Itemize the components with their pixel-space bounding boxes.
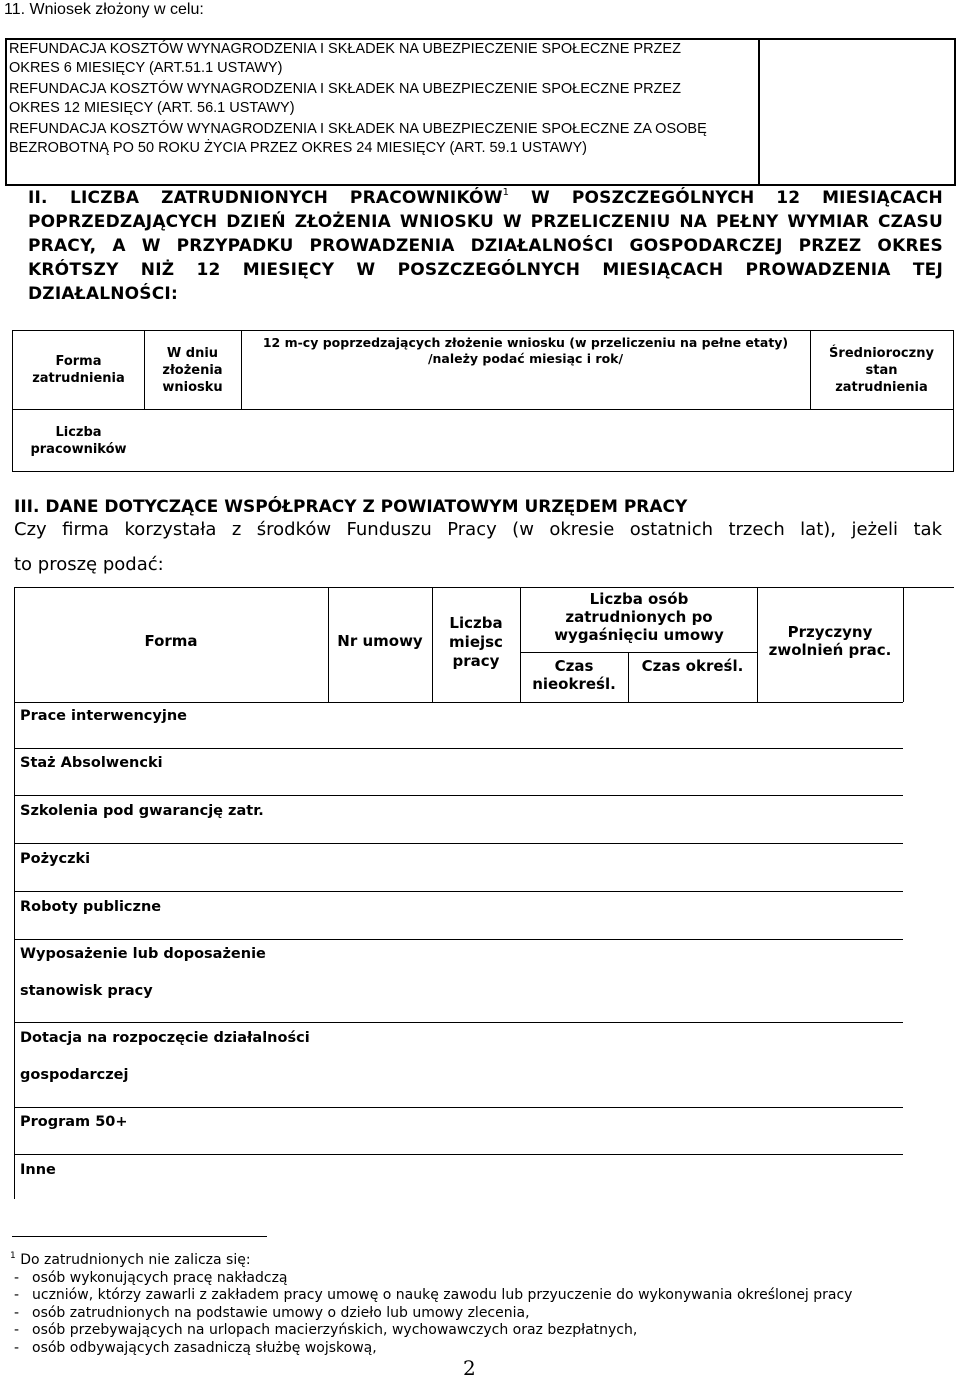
header-czas-okreslony: Czas określ.: [641, 657, 744, 675]
purpose-option-6-months[interactable]: [9, 40, 754, 78]
section-2-text-b: W POSZCZEGÓLNYCH 12 MIESIĄCACH POPRZEDZAJĄCYCH DZIEŃ ZŁOŻENIA WNIOSKU W PRZELICZENIU NA PEŁNY WYMIAR CZASU PRACY, A W PRZYPADKU PROWADZENIA DZIAŁALNOŚCI GOSPODARCZEJ PRZEZ OKRES KRÓTSZY NIŻ 12 MIESIĘCY W POSZCZEGÓLNYCH MIESIĄCACH PROWADZENIA TEJ DZIAŁALNOŚCI:: [28, 188, 943, 304]
option-line: REFUNDACJA KOSZTÓW WYNAGRODZENIA I SKŁADEK NA UBEZPIECZENIE SPOŁECZNE PRZEZ: [9, 41, 681, 57]
footnote-item: - uczniów, którzy zawarli z zakładem pracy umowę o naukę zawodu lub przyuczenie do wykonywania określonej pracy: [14, 1287, 853, 1303]
section-3-title: III. DANE DOTYCZĄCE WSPÓŁPRACY Z POWIATOWYM URZĘDEM PRACY: [14, 497, 688, 517]
col-12-months: 12 m-cy poprzedzających złożenie wniosku (w przeliczeniu na pełne etaty) /należy podać miesiąc i rok/: [262, 335, 789, 366]
row-pozyczki: Pożyczki: [20, 851, 91, 867]
row-staz-absolwencki: Staż Absolwencki: [20, 755, 163, 771]
footnote-item: - osób zatrudnionych na podstawie umowy o dzieło lub umowy zlecenia,: [14, 1304, 530, 1321]
section-2-heading: [28, 181, 943, 306]
row-wyposazenie-cont: stanowisk pracy: [20, 983, 153, 999]
checkbox-column[interactable]: [758, 40, 760, 184]
footnote: [10, 1248, 852, 1357]
section-number: II.: [28, 188, 48, 208]
row-roboty-publiczne: Roboty publiczne: [20, 899, 162, 915]
footnote-ref: 1: [502, 187, 510, 198]
footnote-intro: Do zatrudnionych nie zalicza się:: [20, 1252, 251, 1268]
section-11-title: 11. Wniosek złożony w celu:: [4, 1, 204, 18]
option-line: OKRES 12 MIESIĘCY (ART. 56.1 USTAWY): [9, 100, 295, 116]
footnote-item: - osób wykonujących pracę nakładczą: [14, 1269, 288, 1286]
purpose-option-24-months[interactable]: [9, 120, 754, 158]
row-inne: Inne: [20, 1162, 56, 1178]
col-srednioroczny: Średnioroczny stan zatrudnienia: [829, 345, 934, 395]
footnote-separator: [12, 1236, 267, 1237]
option-line: BEZROBOTNĄ PO 50 ROKU ŻYCIA PRZEZ OKRES 24 MIESIĘCY (ART. 59.1 USTAWY): [9, 140, 587, 156]
footnote-marker: 1: [10, 1251, 16, 1261]
section-3-question-cont: to proszę podać:: [14, 554, 164, 575]
option-line: REFUNDACJA KOSZTÓW WYNAGRODZENIA I SKŁADEK NA UBEZPIECZENIE SPOŁECZNE PRZEZ: [9, 81, 681, 97]
employee-count-input-area[interactable]: [144, 409, 953, 472]
header-przyczyny: Przyczyny zwolnień prac.: [768, 623, 892, 659]
purpose-option-12-months[interactable]: [9, 80, 754, 118]
purpose-options-box: [5, 38, 956, 186]
row-program-50: Program 50+: [20, 1114, 128, 1130]
col-forma-zatrudnienia: Forma zatrudnienia: [32, 354, 125, 386]
footnote-list: [10, 1270, 852, 1358]
footnote-item: - osób przebywających na urlopach macierzyńskich, wychowawczych oraz bezpłatnych,: [14, 1322, 638, 1338]
header-liczba-osob: Liczba osób zatrudnionych po wygaśnięciu umowy: [554, 590, 724, 644]
row-dotacja: Dotacja na rozpoczęcie działalności: [20, 1030, 310, 1046]
row-dotacja-cont: gospodarczej: [20, 1067, 129, 1083]
header-forma: Forma: [144, 632, 198, 650]
header-liczba-miejsc: Liczba miejsc pracy: [449, 614, 503, 670]
col-w-dniu-zlozenia: W dniu złożenia wniosku: [162, 345, 223, 395]
footnote-item: - osób odbywających zasadniczą służbę wojskową,: [14, 1339, 377, 1356]
option-line: REFUNDACJA KOSZTÓW WYNAGRODZENIA I SKŁADEK NA UBEZPIECZENIE SPOŁECZNE ZA OSOBĘ: [9, 121, 707, 137]
header-czas-nieokreslony: Czas nieokreśl.: [532, 657, 616, 693]
employment-table: [12, 330, 954, 472]
row-szkolenia: Szkolenia pod gwarancję zatr.: [20, 803, 264, 819]
page-number: 2: [463, 1356, 476, 1380]
option-line: OKRES 6 MIESIĘCY (ART.51.1 USTAWY): [9, 60, 283, 76]
row-liczba-pracownikow: Liczba pracowników: [30, 424, 127, 457]
section-2-text-a: LICZBA ZATRUDNIONYCH PRACOWNIKÓW: [70, 188, 503, 208]
row-wyposazenie: Wyposażenie lub doposażenie: [20, 946, 266, 962]
section-3-question: Czy firma korzystała z środków Funduszu Pracy (w okresie ostatnich trzech lat), jeżeli tak: [14, 519, 942, 540]
row-prace-interwencyjne: Prace interwencyjne: [20, 708, 187, 724]
labor-fund-table: [14, 587, 954, 1199]
header-nr-umowy: Nr umowy: [337, 632, 423, 650]
